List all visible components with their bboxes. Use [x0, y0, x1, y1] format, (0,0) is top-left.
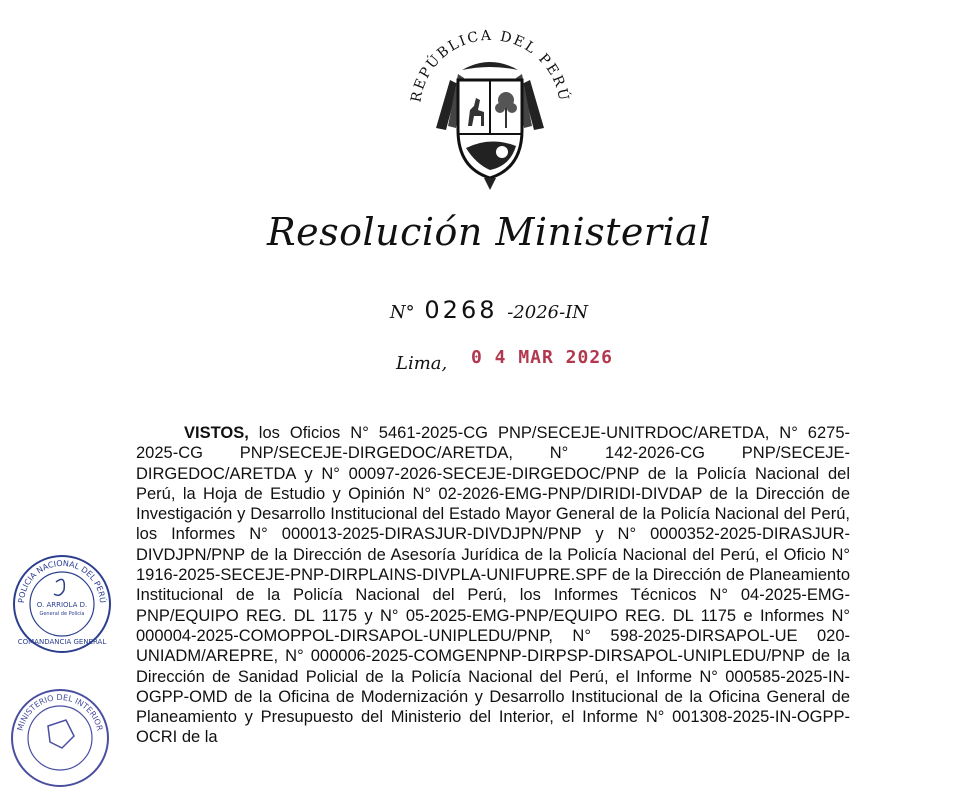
stamp-rank: General de Policía — [39, 611, 85, 617]
national-coat-of-arms — [392, 18, 588, 198]
number-handwritten: 0268 — [424, 296, 498, 324]
number-prefix: N° — [389, 302, 415, 323]
svg-text:MINISTERIO DEL INTERIOR: MINISTERIO DEL INTERIOR — [15, 692, 105, 732]
police-command-stamp — [10, 552, 114, 656]
svg-text:COMANDANCIA GENERAL: COMANDANCIA GENERAL — [17, 638, 107, 646]
police-stamp-icon — [10, 552, 114, 656]
svg-text:POLICIA NACIONAL DEL PERÚ: POLICIA NACIONAL DEL PERÚ — [16, 558, 108, 604]
vistos-text: los Oficios N° 5461-2025-CG PNP/SECEJE-UNITRDOC/ARETDA, N° 6275-2025-CG PNP/SECEJE-DIRGEDOC/ARETDA, N° 142-2026-CG PNP/SECEJE-DIRGEDOC/ARETDA y N° 00097-2026-SECEJE-DIRGEDOC/PNP de la Policía Nacional del Perú, la Hoja de Estudio y Opinión N° 02-2026-EMG-PNP/DIRIDI-DIVDAP de la Dirección de Investigación y Desarrollo Institucional del Estado Mayor General de la Policía Nacional del Perú, los Informes N° 000013-2025-DIRASJUR-DIVDJPN/PNP y N° 0000352-2025-DIRASJUR-DIVDJPN/PNP de la Dirección de Asesoría Jurídica de la Policía Nacional del Perú, el Oficio N° 1916-2025-SECEJE-PNP-DIRPLAINS-DIVPLA-UNIFUPRE.SPF de la Dirección de Planeamiento Institucional de la Policía Nacional del Perú, los Informes Técnicos N° 04-2025-EMG-PNP/EQUIPO REG. DL 1175 y N° 05-2025-EMG-PNP/EQUIPO REG. DL 1175 e Informes N° 000004-2025-COMOPPOL-DIRSAPOL-UNIPLEDU/PNP, N° 598-2025-DIRSAPOL-UE 020-UNIADM/AREPRE, N° 000006-2025-COMGENPNP-DIRPSP-DIRSAPOL-UNIPLEDU/PNP de la Dirección de Sanidad Policial de la Policía Nacional del Perú, el Informe N° 000585-2025-IN-OGPP-OMD de la Oficina de Modernización y Desarrollo Institucional de la Oficina General de Planeamiento y Presupuesto del Ministerio del Interior, el Informe N° 001308-2025-IN-OGPP-OCRI de la — [136, 424, 850, 747]
ministry-stamp — [8, 686, 112, 790]
vistos-lead: VISTOS, — [184, 424, 249, 442]
number-suffix: -2026-IN — [507, 302, 589, 323]
ministry-stamp-icon — [8, 686, 112, 790]
place-and-date — [396, 347, 614, 374]
date-stamp: 0 4 MAR 2026 — [470, 347, 614, 368]
coat-of-arms-icon — [392, 18, 588, 198]
place-label: Lima, — [396, 353, 448, 374]
vistos-paragraph — [136, 423, 850, 748]
document-title: Resolución Ministerial — [266, 210, 712, 254]
stamp-name: O. ARRIOLA D. — [36, 601, 88, 609]
resolution-number — [0, 296, 978, 324]
seal-arc-text: REPÚBLICA DEL PERÚ — [408, 27, 572, 104]
document-body — [136, 423, 850, 748]
